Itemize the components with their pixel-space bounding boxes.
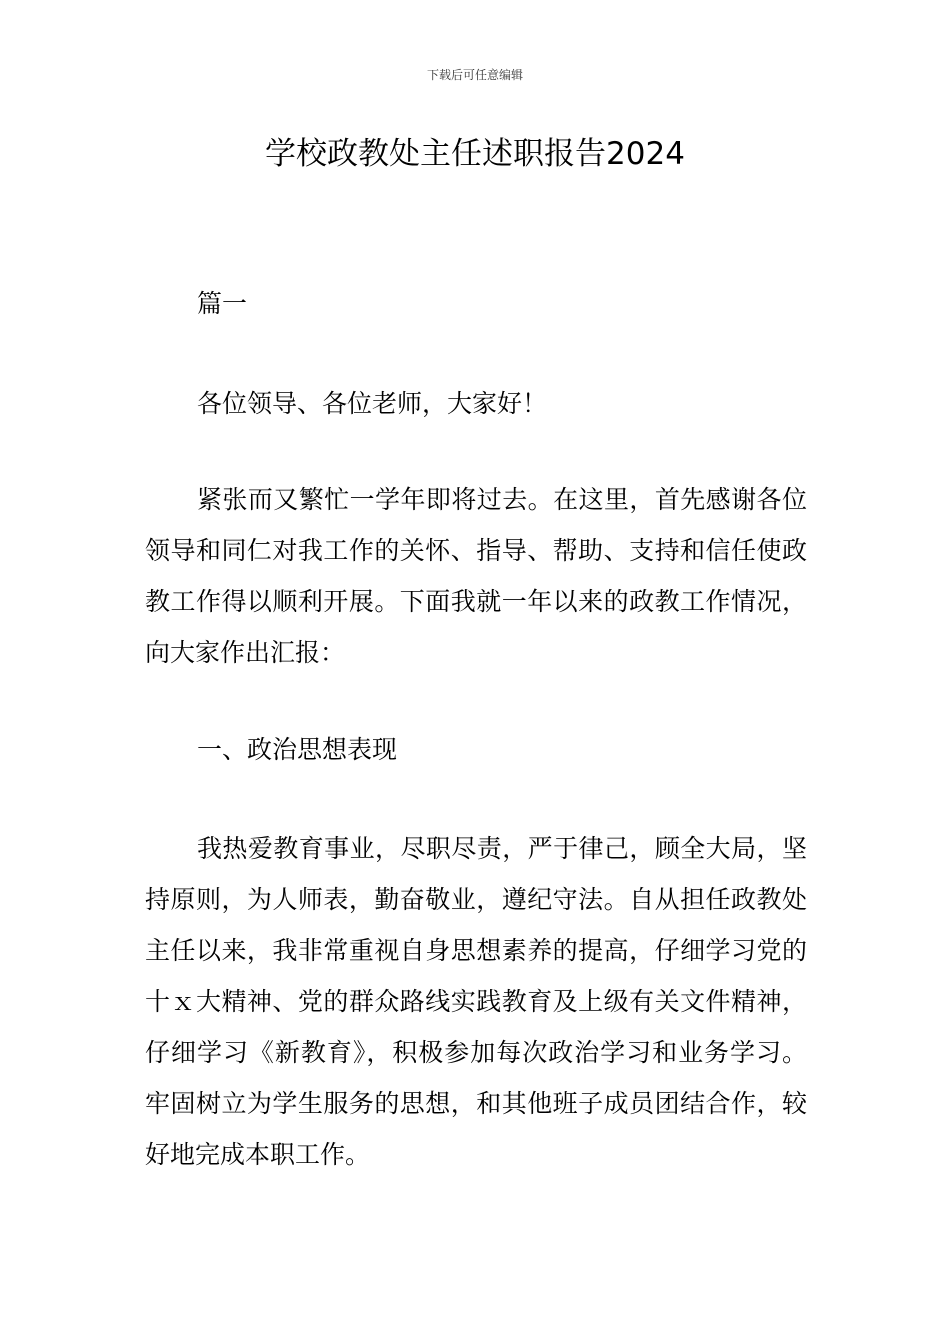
section-label: 篇一 — [197, 289, 248, 318]
section-heading: 一、政治思想表现 — [197, 735, 398, 764]
body-paragraph: 紧张而又繁忙一学年即将过去。在这里，首先感谢各位领导和同仁对我工作的关怀、指导、帮助、支持和信任使政教工作得以顺利开展。下面我就一年以来的政教工作情况，向大家作出汇报： — [145, 485, 807, 667]
document-title: 学校政教处主任述职报告2024 — [265, 136, 685, 172]
body-paragraph: 我热爱教育事业，尽职尽责，严于律己，顾全大局，坚持原则，为人师表，勤奋敬业，遵纪守法。自从担任政教处主任以来，我非常重视自身思想素养的提高，仔细学习党的十ｘ大精神、党的群众路线实践教育及上级有关文件精神，仔细学习《新教育》，积极参加每次政治学习和业务学习。牢固树立为学生服务的思想，和其他班子成员团结合作，较好地完成本职工作。 — [145, 834, 807, 1169]
greeting-line: 各位领导、各位老师，大家好！ — [197, 389, 548, 418]
header-note: 下载后可任意编辑 — [426, 68, 523, 82]
